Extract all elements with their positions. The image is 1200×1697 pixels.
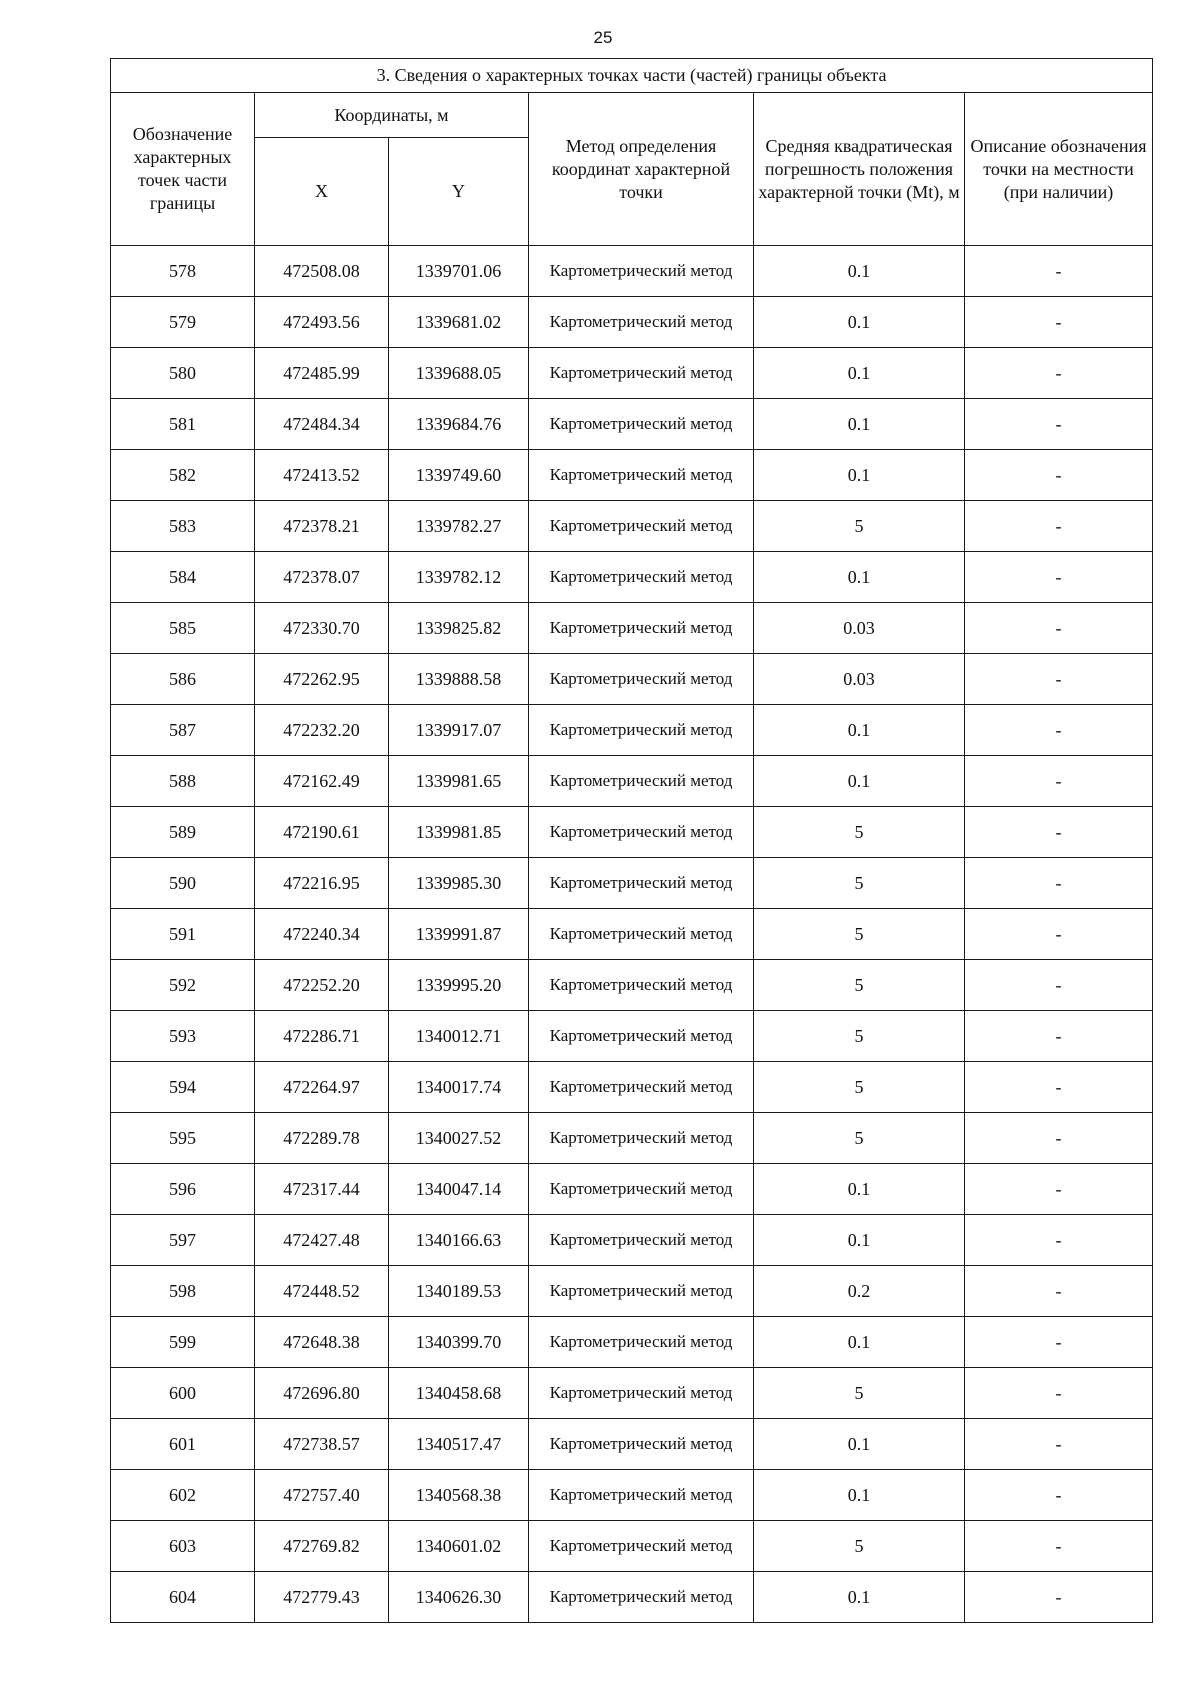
table-row — [111, 552, 1153, 603]
y-coordinate-cell: 1340166.63 — [389, 1215, 529, 1266]
method-cell: Картометрический метод — [529, 348, 754, 399]
error-cell: 0.1 — [754, 450, 965, 501]
x-coordinate-cell: 472190.61 — [255, 807, 389, 858]
page-number: 25 — [593, 28, 613, 47]
method-cell: Картометрический метод — [529, 705, 754, 756]
table-row — [111, 1266, 1153, 1317]
table-row — [111, 1215, 1153, 1266]
table-row — [111, 348, 1153, 399]
method-cell: Картометрический метод — [529, 1368, 754, 1419]
boundary-points-table — [110, 58, 1153, 1623]
description-cell: - — [965, 1572, 1153, 1623]
table-body — [111, 246, 1153, 1623]
header-description: Описание обозначения точки на местности (при наличии) — [965, 93, 1153, 246]
description-cell: - — [965, 960, 1153, 1011]
description-cell: - — [965, 1215, 1153, 1266]
method-cell: Картометрический метод — [529, 756, 754, 807]
y-coordinate-cell: 1339985.30 — [389, 858, 529, 909]
table-row — [111, 654, 1153, 705]
x-coordinate-cell: 472216.95 — [255, 858, 389, 909]
description-cell: - — [965, 246, 1153, 297]
point-cell: 587 — [111, 705, 255, 756]
x-coordinate-cell: 472485.99 — [255, 348, 389, 399]
point-cell: 581 — [111, 399, 255, 450]
method-cell: Картометрический метод — [529, 858, 754, 909]
description-cell: - — [965, 909, 1153, 960]
point-cell: 590 — [111, 858, 255, 909]
description-cell: - — [965, 1113, 1153, 1164]
x-coordinate-cell: 472264.97 — [255, 1062, 389, 1113]
table-row — [111, 1470, 1153, 1521]
x-coordinate-cell: 472448.52 — [255, 1266, 389, 1317]
error-cell: 0.1 — [754, 348, 965, 399]
table-row — [111, 1062, 1153, 1113]
y-coordinate-cell: 1340568.38 — [389, 1470, 529, 1521]
point-cell: 591 — [111, 909, 255, 960]
point-cell: 579 — [111, 297, 255, 348]
x-coordinate-cell: 472330.70 — [255, 603, 389, 654]
x-coordinate-cell: 472378.07 — [255, 552, 389, 603]
method-cell: Картометрический метод — [529, 1062, 754, 1113]
error-cell: 5 — [754, 1062, 965, 1113]
method-cell: Картометрический метод — [529, 1215, 754, 1266]
y-coordinate-cell: 1339825.82 — [389, 603, 529, 654]
y-coordinate-cell: 1339782.12 — [389, 552, 529, 603]
point-cell: 595 — [111, 1113, 255, 1164]
method-cell: Картометрический метод — [529, 960, 754, 1011]
description-cell: - — [965, 654, 1153, 705]
y-coordinate-cell: 1339991.87 — [389, 909, 529, 960]
method-cell: Картометрический метод — [529, 1521, 754, 1572]
x-coordinate-cell: 472252.20 — [255, 960, 389, 1011]
header-error: Средняя квадратическая погрешность положения характерной точки (Mt), м — [754, 93, 965, 246]
x-coordinate-cell: 472738.57 — [255, 1419, 389, 1470]
table-row — [111, 1419, 1153, 1470]
y-coordinate-cell: 1339995.20 — [389, 960, 529, 1011]
table-row — [111, 1521, 1153, 1572]
table-title: 3. Сведения о характерных точках части (частей) границы объекта — [111, 59, 1153, 93]
description-cell: - — [965, 348, 1153, 399]
description-cell: - — [965, 501, 1153, 552]
method-cell: Картометрический метод — [529, 450, 754, 501]
point-cell: 580 — [111, 348, 255, 399]
point-cell: 604 — [111, 1572, 255, 1623]
point-cell: 597 — [111, 1215, 255, 1266]
description-cell: - — [965, 1521, 1153, 1572]
point-cell: 600 — [111, 1368, 255, 1419]
point-cell: 586 — [111, 654, 255, 705]
x-coordinate-cell: 472779.43 — [255, 1572, 389, 1623]
table-row — [111, 1317, 1153, 1368]
description-cell: - — [965, 1266, 1153, 1317]
header-designation: Обозначение характерных точек части границы — [111, 93, 255, 246]
error-cell: 5 — [754, 1113, 965, 1164]
error-cell: 5 — [754, 807, 965, 858]
point-cell: 592 — [111, 960, 255, 1011]
error-cell: 0.1 — [754, 297, 965, 348]
description-cell: - — [965, 297, 1153, 348]
point-cell: 596 — [111, 1164, 255, 1215]
table-row — [111, 1572, 1153, 1623]
error-cell: 0.1 — [754, 1419, 965, 1470]
point-cell: 602 — [111, 1470, 255, 1521]
method-cell: Картометрический метод — [529, 1317, 754, 1368]
point-cell: 593 — [111, 1011, 255, 1062]
method-cell: Картометрический метод — [529, 1011, 754, 1062]
error-cell: 0.1 — [754, 1470, 965, 1521]
point-cell: 589 — [111, 807, 255, 858]
error-cell: 0.1 — [754, 1215, 965, 1266]
y-coordinate-cell: 1340601.02 — [389, 1521, 529, 1572]
table-row — [111, 1368, 1153, 1419]
x-coordinate-cell: 472648.38 — [255, 1317, 389, 1368]
table-row — [111, 858, 1153, 909]
y-coordinate-cell: 1339888.58 — [389, 654, 529, 705]
x-coordinate-cell: 472508.08 — [255, 246, 389, 297]
description-cell: - — [965, 1470, 1153, 1521]
table-row — [111, 909, 1153, 960]
table-row — [111, 1164, 1153, 1215]
x-coordinate-cell: 472757.40 — [255, 1470, 389, 1521]
method-cell: Картометрический метод — [529, 246, 754, 297]
y-coordinate-cell: 1339684.76 — [389, 399, 529, 450]
table-row — [111, 1113, 1153, 1164]
x-coordinate-cell: 472317.44 — [255, 1164, 389, 1215]
description-cell: - — [965, 705, 1153, 756]
x-coordinate-cell: 472493.56 — [255, 297, 389, 348]
y-coordinate-cell: 1339782.27 — [389, 501, 529, 552]
error-cell: 0.03 — [754, 654, 965, 705]
description-cell: - — [965, 1164, 1153, 1215]
x-coordinate-cell: 472696.80 — [255, 1368, 389, 1419]
table-row — [111, 399, 1153, 450]
description-cell: - — [965, 552, 1153, 603]
error-cell: 0.2 — [754, 1266, 965, 1317]
header-method: Метод определения координат характерной точки — [529, 93, 754, 246]
method-cell: Картометрический метод — [529, 807, 754, 858]
description-cell: - — [965, 450, 1153, 501]
point-cell: 601 — [111, 1419, 255, 1470]
header-x: X — [255, 138, 389, 246]
point-cell: 582 — [111, 450, 255, 501]
description-cell: - — [965, 603, 1153, 654]
error-cell: 5 — [754, 960, 965, 1011]
y-coordinate-cell: 1339688.05 — [389, 348, 529, 399]
method-cell: Картометрический метод — [529, 1470, 754, 1521]
point-cell: 599 — [111, 1317, 255, 1368]
description-cell: - — [965, 1317, 1153, 1368]
table-row — [111, 501, 1153, 552]
point-cell: 598 — [111, 1266, 255, 1317]
error-cell: 0.1 — [754, 756, 965, 807]
y-coordinate-cell: 1340626.30 — [389, 1572, 529, 1623]
x-coordinate-cell: 472240.34 — [255, 909, 389, 960]
x-coordinate-cell: 472484.34 — [255, 399, 389, 450]
y-coordinate-cell: 1340189.53 — [389, 1266, 529, 1317]
point-cell: 585 — [111, 603, 255, 654]
method-cell: Картометрический метод — [529, 552, 754, 603]
error-cell: 5 — [754, 501, 965, 552]
description-cell: - — [965, 1368, 1153, 1419]
table-row — [111, 450, 1153, 501]
table-row — [111, 960, 1153, 1011]
header-y: Y — [389, 138, 529, 246]
description-cell: - — [965, 1062, 1153, 1113]
error-cell: 5 — [754, 858, 965, 909]
description-cell: - — [965, 399, 1153, 450]
y-coordinate-cell: 1339981.65 — [389, 756, 529, 807]
x-coordinate-cell: 472769.82 — [255, 1521, 389, 1572]
x-coordinate-cell: 472162.49 — [255, 756, 389, 807]
error-cell: 0.1 — [754, 705, 965, 756]
x-coordinate-cell: 472427.48 — [255, 1215, 389, 1266]
y-coordinate-cell: 1339701.06 — [389, 246, 529, 297]
method-cell: Картометрический метод — [529, 1419, 754, 1470]
error-cell: 5 — [754, 909, 965, 960]
y-coordinate-cell: 1340047.14 — [389, 1164, 529, 1215]
x-coordinate-cell: 472286.71 — [255, 1011, 389, 1062]
table-row — [111, 1011, 1153, 1062]
method-cell: Картометрический метод — [529, 1572, 754, 1623]
error-cell: 5 — [754, 1011, 965, 1062]
x-coordinate-cell: 472232.20 — [255, 705, 389, 756]
method-cell: Картометрический метод — [529, 1164, 754, 1215]
y-coordinate-cell: 1340012.71 — [389, 1011, 529, 1062]
point-cell: 584 — [111, 552, 255, 603]
method-cell: Картометрический метод — [529, 654, 754, 705]
error-cell: 0.1 — [754, 1572, 965, 1623]
error-cell: 5 — [754, 1521, 965, 1572]
error-cell: 0.1 — [754, 246, 965, 297]
table-row — [111, 603, 1153, 654]
point-cell: 594 — [111, 1062, 255, 1113]
y-coordinate-cell: 1339981.85 — [389, 807, 529, 858]
x-coordinate-cell: 472413.52 — [255, 450, 389, 501]
point-cell: 588 — [111, 756, 255, 807]
table-row — [111, 705, 1153, 756]
y-coordinate-cell: 1340517.47 — [389, 1419, 529, 1470]
description-cell: - — [965, 807, 1153, 858]
description-cell: - — [965, 756, 1153, 807]
error-cell: 0.1 — [754, 399, 965, 450]
point-cell: 578 — [111, 246, 255, 297]
method-cell: Картометрический метод — [529, 297, 754, 348]
method-cell: Картометрический метод — [529, 501, 754, 552]
method-cell: Картометрический метод — [529, 1113, 754, 1164]
error-cell: 0.1 — [754, 1164, 965, 1215]
y-coordinate-cell: 1340399.70 — [389, 1317, 529, 1368]
table-row — [111, 246, 1153, 297]
method-cell: Картометрический метод — [529, 399, 754, 450]
description-cell: - — [965, 1419, 1153, 1470]
x-coordinate-cell: 472378.21 — [255, 501, 389, 552]
point-cell: 583 — [111, 501, 255, 552]
x-coordinate-cell: 472289.78 — [255, 1113, 389, 1164]
description-cell: - — [965, 858, 1153, 909]
table-row — [111, 756, 1153, 807]
y-coordinate-cell: 1340458.68 — [389, 1368, 529, 1419]
table-row — [111, 807, 1153, 858]
y-coordinate-cell: 1340017.74 — [389, 1062, 529, 1113]
y-coordinate-cell: 1339681.02 — [389, 297, 529, 348]
point-cell: 603 — [111, 1521, 255, 1572]
header-coordinates: Координаты, м — [255, 93, 529, 138]
error-cell: 0.1 — [754, 552, 965, 603]
description-cell: - — [965, 1011, 1153, 1062]
y-coordinate-cell: 1340027.52 — [389, 1113, 529, 1164]
error-cell: 0.03 — [754, 603, 965, 654]
method-cell: Картометрический метод — [529, 909, 754, 960]
method-cell: Картометрический метод — [529, 1266, 754, 1317]
y-coordinate-cell: 1339917.07 — [389, 705, 529, 756]
method-cell: Картометрический метод — [529, 603, 754, 654]
table-row — [111, 297, 1153, 348]
x-coordinate-cell: 472262.95 — [255, 654, 389, 705]
error-cell: 0.1 — [754, 1317, 965, 1368]
error-cell: 5 — [754, 1368, 965, 1419]
y-coordinate-cell: 1339749.60 — [389, 450, 529, 501]
